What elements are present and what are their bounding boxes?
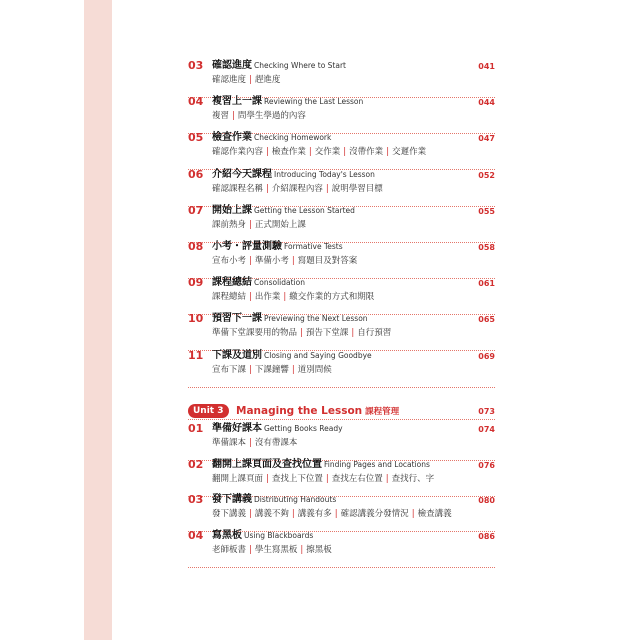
subtopic: 沒帶作業 bbox=[349, 147, 384, 158]
subtopic: 確認課程名稱 bbox=[212, 183, 264, 194]
entry-subtopics bbox=[212, 256, 357, 267]
subtopic: 宣布小考 bbox=[212, 256, 247, 266]
entry-subtopics bbox=[212, 365, 332, 376]
subtopic: 準備小考 bbox=[254, 256, 289, 266]
subtopic-separator: | bbox=[249, 364, 252, 375]
entry-title bbox=[212, 350, 465, 362]
subtopic: 自行預習 bbox=[357, 328, 392, 339]
entry-subtopics bbox=[212, 509, 452, 520]
entry-number: 02 bbox=[188, 457, 204, 471]
entry-page-number: 061 bbox=[478, 279, 495, 289]
subtopic: 沒有帶課本 bbox=[254, 438, 298, 448]
subtopic: 老師板書 bbox=[212, 545, 247, 556]
entry-title bbox=[212, 530, 465, 542]
entry-number: 07 bbox=[188, 203, 204, 217]
subtopic: 複習 bbox=[212, 111, 230, 122]
entry-title-en: Checking Homework bbox=[254, 133, 332, 143]
subtopic: 下課鐘響 bbox=[254, 364, 289, 375]
subtopic-separator: | bbox=[386, 147, 390, 158]
entry-title-zh: 翻開上課頁面及查找位置 bbox=[212, 458, 322, 470]
subtopic-separator: | bbox=[283, 292, 287, 303]
entry-subtopics bbox=[212, 220, 306, 231]
entry-title-en: Closing and Saying Goodbye bbox=[264, 350, 372, 360]
entry-subtopics bbox=[212, 111, 306, 122]
entry-title-zh: 小考・評量測驗 bbox=[212, 241, 282, 252]
subtopic-separator: | bbox=[291, 256, 295, 266]
entry-subtopics bbox=[212, 328, 391, 339]
entry-subtopics bbox=[212, 438, 297, 449]
subtopic: 說明學習目標 bbox=[331, 183, 383, 194]
entry-title bbox=[212, 132, 465, 144]
subtopic: 宣布下課 bbox=[212, 364, 247, 375]
subtopic: 課前熱身 bbox=[212, 219, 247, 230]
entry-number: 03 bbox=[188, 59, 204, 72]
subtopic: 出作業 bbox=[254, 292, 281, 303]
entry-title-zh: 檢查作業 bbox=[212, 132, 252, 144]
entry-title-zh: 確認進度 bbox=[212, 60, 252, 71]
subtopic: 交遲作業 bbox=[392, 147, 427, 158]
entry-subtopics bbox=[212, 545, 332, 556]
entry-title-en: Consolidation bbox=[254, 278, 305, 288]
entry-title-en: Getting Books Ready bbox=[264, 424, 343, 433]
subtopic: 介紹課程內容 bbox=[271, 183, 323, 194]
unit-title bbox=[236, 403, 399, 420]
toc-entry[interactable] bbox=[188, 169, 495, 207]
entry-title-en: Checking Where to Start bbox=[254, 61, 346, 70]
unit-title-en: Managing the Lesson bbox=[236, 405, 363, 417]
entry-number: 01 bbox=[188, 422, 204, 435]
subtopic-separator: | bbox=[249, 75, 252, 85]
subtopic-separator: | bbox=[249, 438, 252, 448]
entry-page-number: 052 bbox=[478, 170, 495, 180]
subtopic-separator: | bbox=[266, 473, 269, 484]
toc-entry[interactable] bbox=[188, 423, 495, 461]
entry-page-number: 086 bbox=[478, 532, 495, 542]
subtopic-separator: | bbox=[351, 328, 355, 339]
toc-entry[interactable] bbox=[188, 530, 495, 568]
subtopic: 寫題目及對答案 bbox=[297, 256, 358, 266]
subtopic: 繳交作業的方式和期限 bbox=[289, 292, 375, 303]
subtopic: 確認作業內容 bbox=[212, 147, 264, 158]
subtopic: 問學生學過的內容 bbox=[237, 111, 306, 122]
subtopic: 查找上下位置 bbox=[271, 473, 323, 484]
entry-title bbox=[212, 459, 465, 471]
subtopic-separator: | bbox=[232, 111, 235, 122]
unit-page-number: 073 bbox=[478, 407, 495, 416]
entry-number: 06 bbox=[188, 167, 204, 181]
entry-title-zh: 發下講義 bbox=[212, 494, 252, 506]
subtopic: 準備下堂課要用的物品 bbox=[212, 328, 298, 339]
subtopic: 擦黑板 bbox=[306, 545, 332, 556]
entry-title-zh: 寫黑板 bbox=[212, 530, 242, 542]
subtopic: 準備課本 bbox=[212, 438, 247, 448]
entry-number: 08 bbox=[188, 240, 204, 253]
subtopic-separator: | bbox=[308, 147, 312, 158]
subtopic: 檢查作業 bbox=[271, 147, 306, 158]
entry-title bbox=[212, 205, 465, 217]
subtopic-separator: | bbox=[249, 292, 252, 303]
entry-page-number: 047 bbox=[478, 134, 495, 144]
entry-title bbox=[212, 96, 465, 108]
entry-title-zh: 下課及道別 bbox=[212, 349, 262, 361]
entry-title bbox=[212, 313, 465, 325]
entry-title bbox=[212, 277, 465, 289]
entry-page-number: 069 bbox=[478, 351, 495, 361]
subtopic: 查找左右位置 bbox=[331, 473, 383, 484]
entry-page-number: 074 bbox=[478, 425, 495, 434]
subtopic: 學生寫黑板 bbox=[254, 545, 298, 556]
entry-page-number: 065 bbox=[478, 315, 495, 325]
entry-subtopics bbox=[212, 147, 426, 158]
subtopic-separator: | bbox=[334, 509, 338, 520]
entry-title-en: Previewing the Next Lesson bbox=[264, 314, 368, 324]
entry-page-number: 044 bbox=[478, 98, 495, 108]
subtopic-separator: | bbox=[343, 147, 347, 158]
subtopic: 課程總結 bbox=[212, 292, 247, 303]
unit-3-header[interactable] bbox=[188, 403, 495, 420]
entry-title-en: Getting the Lesson Started bbox=[254, 205, 355, 215]
toc-entry[interactable] bbox=[188, 313, 495, 351]
subtopic-separator: | bbox=[325, 183, 329, 194]
subtopic-separator: | bbox=[249, 545, 252, 556]
entry-page-number: 055 bbox=[478, 206, 495, 216]
toc-entry[interactable] bbox=[188, 132, 495, 170]
subtopic: 確認講義分發情況 bbox=[340, 509, 409, 520]
entry-number: 09 bbox=[188, 276, 204, 290]
entry-page-number: 058 bbox=[478, 243, 495, 252]
toc-entry[interactable] bbox=[188, 494, 495, 532]
subtopic-separator: | bbox=[249, 256, 252, 266]
entry-title-en: Formative Tests bbox=[284, 242, 343, 251]
unit-title-zh: 課程管理 bbox=[365, 407, 400, 417]
subtopic-separator: | bbox=[325, 473, 329, 484]
entry-title-en: Using Blackboards bbox=[244, 531, 314, 541]
entry-title bbox=[212, 423, 465, 435]
subtopic-separator: | bbox=[300, 328, 303, 339]
subtopic: 正式開始上課 bbox=[254, 219, 306, 230]
entry-title-en: Finding Pages and Locations bbox=[324, 459, 430, 469]
entry-number: 04 bbox=[188, 529, 204, 543]
entry-title bbox=[212, 494, 465, 506]
subtopic: 講義不夠 bbox=[254, 509, 289, 520]
entry-title-en: Reviewing the Last Lesson bbox=[264, 97, 364, 107]
entry-number: 11 bbox=[188, 348, 204, 362]
entry-title bbox=[212, 60, 465, 72]
entry-subtopics bbox=[212, 184, 383, 195]
toc-entry[interactable] bbox=[188, 350, 495, 388]
subtopic: 確認進度 bbox=[212, 75, 247, 85]
subtopic-separator: | bbox=[385, 473, 389, 484]
entry-title-en: Introducing Today's Lesson bbox=[274, 169, 375, 179]
subtopic: 查找行、字 bbox=[391, 473, 435, 484]
unit-badge: Unit 3 bbox=[188, 404, 229, 418]
toc-entry[interactable] bbox=[188, 459, 495, 497]
toc-entry[interactable] bbox=[188, 277, 495, 315]
subtopic-separator: | bbox=[300, 545, 304, 556]
subtopic: 檢查講義 bbox=[417, 509, 452, 520]
subtopic-separator: | bbox=[411, 509, 415, 520]
entry-title-zh: 複習上一課 bbox=[212, 96, 262, 108]
toc-entry[interactable] bbox=[188, 96, 495, 134]
entry-title-zh: 準備好課本 bbox=[212, 423, 262, 434]
table-of-contents bbox=[188, 0, 495, 640]
entry-title bbox=[212, 169, 465, 181]
subtopic-separator: | bbox=[291, 364, 295, 375]
subtopic: 趕進度 bbox=[254, 75, 281, 85]
entry-title-zh: 預習下一課 bbox=[212, 313, 262, 325]
entry-page-number: 041 bbox=[478, 62, 495, 71]
entry-title-zh: 介紹今天課程 bbox=[212, 168, 272, 180]
entry-page-number: 080 bbox=[478, 496, 495, 506]
toc-entry[interactable] bbox=[188, 241, 495, 279]
entry-title-en: Distributing Handouts bbox=[254, 495, 337, 505]
subtopic: 道別問候 bbox=[297, 364, 332, 375]
page-side-band bbox=[84, 0, 112, 640]
subtopic-separator: | bbox=[249, 509, 252, 520]
subtopic: 預告下堂課 bbox=[305, 328, 349, 339]
toc-entry[interactable] bbox=[188, 205, 495, 243]
subtopic: 翻開上課頁面 bbox=[212, 473, 264, 484]
subtopic: 發下講義 bbox=[212, 509, 247, 520]
toc-entry[interactable] bbox=[188, 60, 495, 98]
subtopic: 講義有多 bbox=[297, 509, 332, 520]
entry-title bbox=[212, 241, 465, 253]
entry-title-zh: 課程總結 bbox=[212, 277, 252, 289]
entry-title-zh: 開始上課 bbox=[212, 204, 252, 216]
subtopic-separator: | bbox=[291, 509, 295, 520]
entry-number: 05 bbox=[188, 131, 204, 145]
subtopic: 交作業 bbox=[314, 147, 341, 158]
entry-subtopics bbox=[212, 474, 434, 485]
entry-number: 03 bbox=[188, 493, 204, 507]
entry-subtopics bbox=[212, 292, 374, 303]
entry-page-number: 076 bbox=[478, 460, 495, 470]
subtopic-separator: | bbox=[266, 147, 269, 158]
entry-number: 04 bbox=[188, 95, 204, 109]
entry-subtopics bbox=[212, 75, 280, 86]
entry-number: 10 bbox=[188, 312, 204, 326]
subtopic-separator: | bbox=[249, 219, 252, 230]
subtopic-separator: | bbox=[266, 183, 269, 194]
